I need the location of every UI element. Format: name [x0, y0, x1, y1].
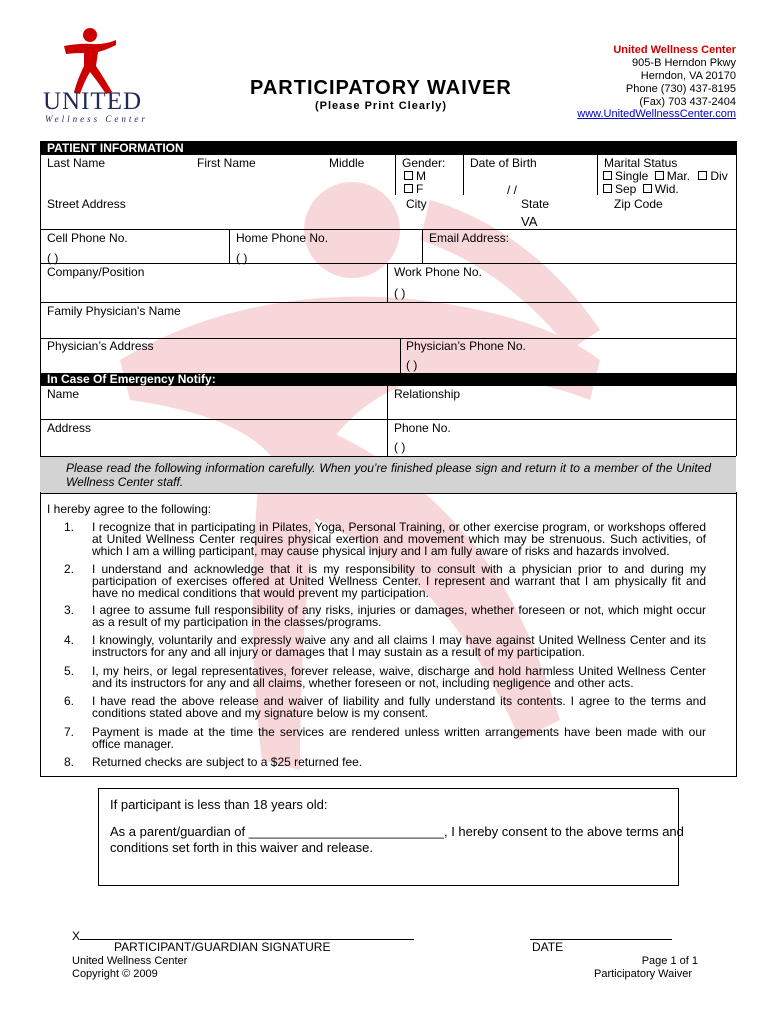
marital-div-checkbox[interactable]: [698, 171, 707, 180]
dob-slashes: / /: [507, 183, 518, 197]
home-phone-paren: ( ): [236, 251, 248, 265]
date-label: DATE: [532, 940, 564, 954]
marital-wid-checkbox[interactable]: [643, 184, 652, 193]
marital-status-label: Marital Status: [604, 156, 678, 170]
org-name: United Wellness Center: [613, 44, 736, 56]
state-value: VA: [521, 214, 538, 229]
agree-intro: I hereby agree to the following:: [47, 502, 212, 516]
logo-figure-icon: [60, 26, 120, 96]
work-phone-label: Work Phone No.: [394, 265, 482, 279]
patient-info-header: PATIENT INFORMATION: [40, 142, 736, 155]
gender-m-label: M: [416, 169, 426, 183]
marital-mar-label: Mar.: [666, 169, 691, 183]
city-label: City: [406, 197, 427, 211]
home-phone-label: Home Phone No.: [236, 231, 329, 245]
zip-code-label: Zip Code: [614, 197, 663, 211]
marital-row1: [603, 169, 728, 183]
cell-phone-paren: ( ): [47, 251, 59, 265]
emergency-phone-label: Phone No.: [394, 421, 451, 435]
footer-copyright: Copyright © 2009: [72, 968, 158, 980]
gender-m-checkbox[interactable]: [404, 171, 413, 180]
last-name-label: Last Name: [47, 156, 106, 170]
marital-mar-checkbox[interactable]: [655, 171, 664, 180]
marital-div-label: Div: [710, 169, 728, 183]
notice-text: Please read the following information carefully. When you’re finished please sign and return it to a member of the United Wellness Center staff.: [66, 461, 711, 489]
marital-wid-label: Wid.: [654, 182, 679, 196]
cell-phone-label: Cell Phone No.: [47, 231, 128, 245]
street-address-label: Street Address: [47, 197, 126, 211]
gender-f-checkbox[interactable]: [404, 184, 413, 193]
emergency-name-label: Name: [47, 387, 80, 401]
footer-page: Page 1 of 1: [641, 955, 698, 967]
physician-phone-paren: ( ): [406, 358, 418, 372]
state-label: State: [521, 197, 550, 211]
physician-address-label: Physician’s Address: [47, 339, 154, 353]
signature-x: X: [72, 929, 81, 943]
relationship-label: Relationship: [394, 387, 461, 401]
marital-single-label: Single: [615, 169, 649, 183]
footer-doc-name: Participatory Waiver: [593, 968, 692, 980]
emergency-header: In Case Of Emergency Notify:: [40, 373, 736, 386]
family-physician-label: Family Physician's Name: [47, 304, 181, 318]
org-address-line1: 905-B Herndon Pkwy: [632, 57, 736, 69]
emergency-address-label: Address: [47, 421, 92, 435]
page-subtitle: (Please Print Clearly): [315, 100, 448, 112]
signature-label: PARTICIPANT/GUARDIAN SIGNATURE: [114, 940, 331, 954]
footer-org: United Wellness Center: [72, 955, 188, 967]
minor-heading: If participant is less than 18 years old:: [110, 797, 328, 812]
org-address-line2: Herndon, VA 20170: [640, 70, 736, 82]
dob-label: Date of Birth: [470, 156, 537, 170]
middle-label: Middle: [329, 156, 365, 170]
minor-consent-line2: conditions set forth in this waiver and release.: [110, 840, 374, 855]
gender-f-option[interactable]: [404, 182, 423, 196]
gender-label: Gender:: [402, 156, 446, 170]
gender-m-option[interactable]: [404, 169, 426, 183]
org-website-link[interactable]: www.UnitedWellnessCenter.com: [577, 108, 736, 120]
first-name-label: First Name: [197, 156, 256, 170]
physician-phone-label: Physician’s Phone No.: [406, 339, 526, 353]
emergency-phone-paren: ( ): [394, 440, 406, 454]
gender-f-label: F: [416, 182, 424, 196]
marital-sep-label: Sep: [615, 182, 637, 196]
email-label: Email Address:: [429, 231, 510, 245]
org-phone: Phone (730) 437-8195: [625, 83, 736, 95]
org-fax: (Fax) 703 437-2404: [639, 96, 736, 108]
work-phone-paren: ( ): [394, 286, 406, 300]
page-title: PARTICIPATORY WAIVER: [250, 77, 512, 99]
logo-subtitle: Wellness Center: [45, 114, 148, 124]
marital-row2: [603, 182, 679, 196]
marital-sep-checkbox[interactable]: [603, 184, 612, 193]
marital-single-checkbox[interactable]: [603, 171, 612, 180]
logo-wordmark: UNITED: [43, 88, 143, 115]
company-position-label: Company/Position: [47, 265, 145, 279]
minor-consent-line: As a parent/guardian of ___________________________, I hereby consent to the above terms and: [110, 824, 684, 839]
